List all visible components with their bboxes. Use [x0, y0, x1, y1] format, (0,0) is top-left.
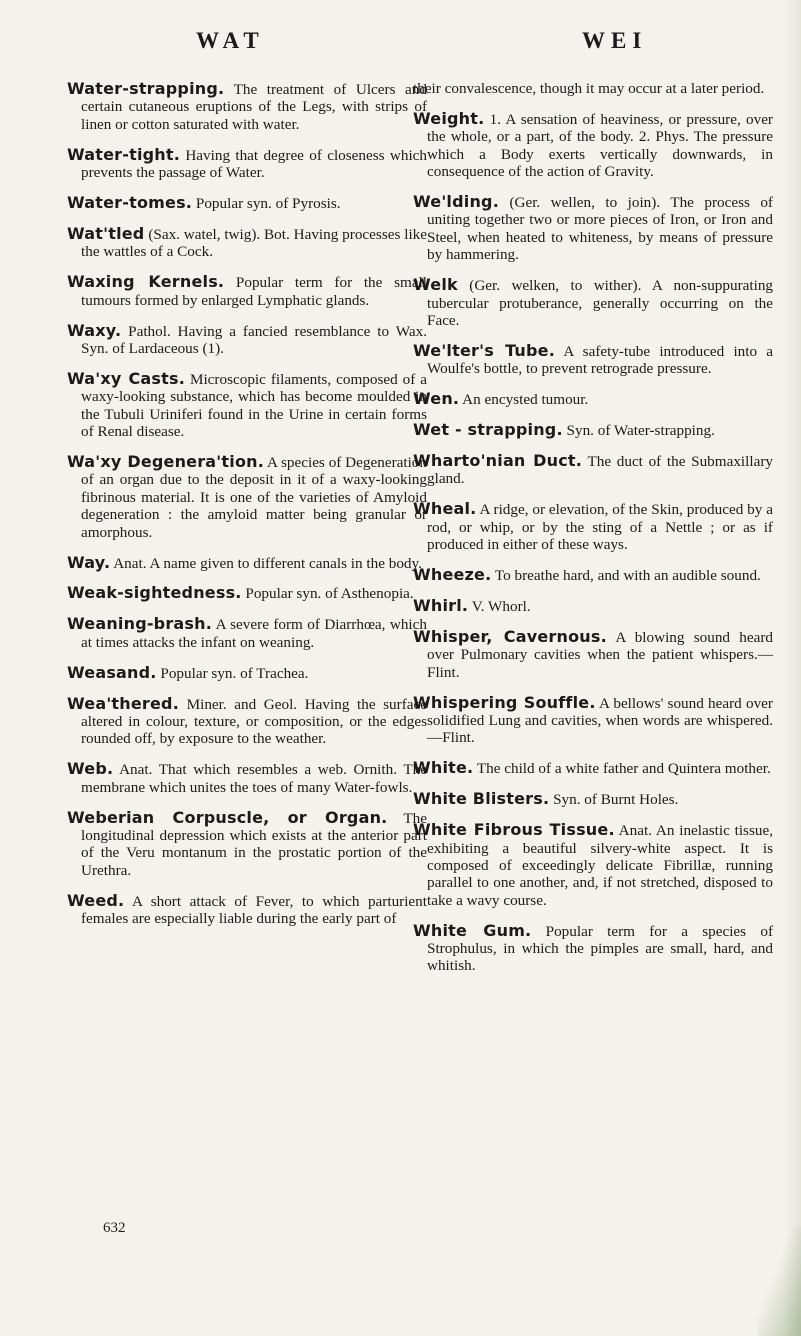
- entry-definition: Popular syn. of Trachea.: [160, 664, 309, 682]
- dictionary-entry: [67, 273, 427, 309]
- entry-headword: White Blisters.: [413, 789, 550, 809]
- entry-definition: The duct of the Submaxillary gland.: [427, 453, 773, 488]
- entry-definition: A severe form of Diarrhœa, which at times attacks the infant on weaning.: [81, 616, 427, 651]
- entry-definition: Anat. A name given to different canals in the body.: [113, 554, 422, 572]
- dictionary-entry: [413, 110, 773, 181]
- entry-definition: Pathol. Having a fancied resemblance to Wax. Syn. of Lardaceous (1).: [81, 322, 427, 357]
- entry-definition: A species of Degeneration of an organ due to the deposit in it of a waxy-looking fibrinous material. It is one of the varieties of Amyloid degeneration : the amyloid matter being granular or amorphous.: [81, 454, 427, 541]
- entry-headword: Welk: [413, 275, 458, 295]
- entry-definition: The child of a white father and Quintera mother.: [476, 760, 771, 778]
- running-head-right: WEI: [582, 28, 648, 53]
- entry-headword: Wat'tled: [67, 223, 145, 243]
- left-column: [67, 80, 427, 940]
- entry-headword: Whispering Souffle.: [413, 692, 596, 712]
- dictionary-entry: [413, 628, 773, 681]
- entry-definition: (Sax. watel, twig). Bot. Having processes like the wattles of a Cock.: [81, 225, 428, 261]
- dictionary-entry: [413, 597, 773, 615]
- dictionary-entry: [413, 694, 773, 747]
- entry-headword: Wet - strapping.: [413, 420, 563, 440]
- dictionary-entry: [67, 146, 427, 182]
- dictionary-entry: [413, 821, 773, 909]
- entry-headword: White.: [413, 758, 474, 778]
- entry-headword: Weasand.: [67, 662, 157, 682]
- entry-definition: An encysted tumour.: [462, 391, 589, 409]
- entry-definition: A blowing sound heard over Pulmonary cavities when the patient whispers.—Flint.: [427, 628, 773, 681]
- entry-headword: Wea'thered.: [67, 693, 179, 713]
- entry-definition: Popular term for a species of Strophulus, in which the pimples are small, hard, and whitish.: [427, 922, 773, 975]
- entry-headword: Wen.: [413, 389, 460, 409]
- dictionary-entry: [413, 500, 773, 553]
- entry-headword: Wharto'nian Duct.: [413, 451, 583, 470]
- entry-definition: Miner. and Geol. Having the surface altered in colour, texture, or composition, or the edges rounded off, by exposure to the weather.: [81, 695, 427, 748]
- dictionary-entry: [67, 615, 427, 651]
- entry-definition: Microscopic filaments, composed of a waxy-looking substance, which has become moulded in the Tubuli Uriniferi found in the Urine in certain forms of Renal disease.: [81, 370, 428, 441]
- entry-definition: (Ger. wellen, to join). The process of uniting together two or more pieces of Iron, or Iron and Steel, when heated to whiteness, by means of pressure by hammering.: [427, 194, 773, 264]
- running-head-left: WAT: [196, 28, 265, 53]
- entry-definition: A short attack of Fever, to which parturient females are especially liable during the early part of: [81, 892, 427, 928]
- page-edge-shadow: [783, 0, 801, 1336]
- entry-definition: V. Whorl.: [471, 597, 531, 615]
- dictionary-entry: [413, 193, 773, 264]
- entry-definition: Syn. of Burnt Holes.: [553, 791, 679, 809]
- entry-headword: White Gum.: [413, 920, 532, 940]
- entry-definition: A bellows' sound heard over solidified Lung and cavities, when words are whispered. —Flint.: [427, 694, 773, 747]
- dictionary-entry: [67, 760, 427, 796]
- entry-headword: Whisper, Cavernous.: [413, 626, 607, 646]
- entry-headword: Waxing Kernels.: [67, 272, 225, 292]
- entry-headword: White Fibrous Tissue.: [413, 820, 615, 840]
- entry-definition: Anat. An inelastic tissue, exhibiting a beautiful silvery-white aspect. It is composed of exceedingly delicate Fibrillæ, running parallel to one another, and, if not stretched, disposed to take a wavy course.: [427, 822, 773, 909]
- entry-definition: The treatment of Ulcers and certain cutaneous eruptions of the Legs, with strips of linen or cotton saturated with water.: [81, 81, 427, 133]
- entry-headword: Whirl.: [413, 595, 469, 615]
- dictionary-entry: [67, 892, 427, 928]
- entry-headword: Water-tomes.: [67, 193, 193, 213]
- entry-headword: We'lter's Tube.: [413, 340, 556, 360]
- entry-headword: Water-strapping.: [67, 79, 225, 98]
- dictionary-entry: [413, 80, 773, 97]
- entry-definition: 1. A sensation of heaviness, or pressure, over the whole, or a part, of the body. 2. Phys. The pressure which a Body exerts vertically downwards, in consequence of the action of Gravity.: [427, 110, 773, 181]
- page-corner-stain: [757, 1226, 801, 1336]
- dictionary-entry: [67, 370, 427, 441]
- dictionary-entry: [67, 80, 427, 133]
- dictionary-entry: [67, 664, 427, 682]
- entry-headword: Weaning-brash.: [67, 614, 213, 634]
- page-number: 632: [103, 1220, 126, 1236]
- entry-headword: Weberian Corpuscle, or Organ.: [67, 807, 388, 827]
- entry-headword: Wa'xy Casts.: [67, 368, 185, 388]
- dictionary-entry: [413, 790, 773, 808]
- entry-definition: (Ger. welken, to wither). A non-suppurating tubercular protuberance, generally occurring on the Face.: [427, 277, 774, 329]
- entry-headword: Web.: [67, 759, 114, 779]
- entry-headword: Way.: [67, 552, 111, 572]
- dictionary-entry: [413, 566, 773, 584]
- dictionary-entry: [67, 194, 427, 212]
- dictionary-entry: [67, 453, 427, 541]
- dictionary-entry: [67, 322, 427, 358]
- entry-headword: Wheal.: [413, 499, 477, 519]
- dictionary-entry: [67, 809, 427, 880]
- entry-headword: Water-tight.: [67, 144, 181, 164]
- entry-definition: Popular syn. of Pyrosis.: [195, 195, 341, 213]
- entry-definition: Anat. That which resembles a web. Ornith. The membrane which unites the toes of many Water-fowls.: [81, 761, 427, 796]
- entry-definition: The longitudinal depression which exists at the anterior part of the Veru montanum in the prostatic portion of the Urethra.: [81, 809, 427, 879]
- dictionary-entry: [67, 584, 427, 602]
- entry-definition: Popular term for the small tumours formed by enlarged Lymphatic glands.: [81, 274, 428, 309]
- entry-definition: A safety-tube introduced into a Woulfe's bottle, to prevent retrograde pressure.: [427, 342, 773, 378]
- dictionary-entry: [413, 390, 773, 408]
- dictionary-entry: [413, 759, 773, 777]
- entry-definition: their convalescence, though it may occur at a later period.: [413, 80, 765, 97]
- entry-definition: A ridge, or elevation, of the Skin, produced by a rod, or whip, or by the sting of a Nettle ; or as if produced in either of these ways.: [427, 501, 773, 554]
- right-column: [413, 80, 773, 987]
- entry-headword: Weed.: [67, 890, 125, 910]
- entry-headword: Wa'xy Degenera'tion.: [67, 452, 264, 471]
- dictionary-entry: [413, 421, 773, 439]
- dictionary-entry: [67, 695, 427, 748]
- dictionary-entry: [67, 225, 427, 261]
- dictionary-entry: [413, 342, 773, 378]
- dictionary-entry: [413, 276, 773, 329]
- entry-definition: To breathe hard, and with an audible sound.: [494, 567, 761, 585]
- entry-headword: Weak-sightedness.: [67, 583, 242, 603]
- entry-headword: Weight.: [413, 108, 485, 128]
- entry-headword: Waxy.: [67, 320, 122, 340]
- entry-definition: Having that degree of closeness which prevents the passage of Water.: [81, 146, 427, 182]
- entry-definition: Syn. of Water-strapping.: [566, 422, 715, 440]
- dictionary-entry: [67, 554, 427, 572]
- entry-headword: Wheeze.: [413, 565, 492, 585]
- dictionary-entry: [413, 922, 773, 975]
- entry-definition: Popular syn. of Asthenopia.: [245, 585, 414, 603]
- running-header: [0, 28, 801, 58]
- entry-headword: We'lding.: [413, 192, 499, 212]
- dictionary-entry: [413, 452, 773, 488]
